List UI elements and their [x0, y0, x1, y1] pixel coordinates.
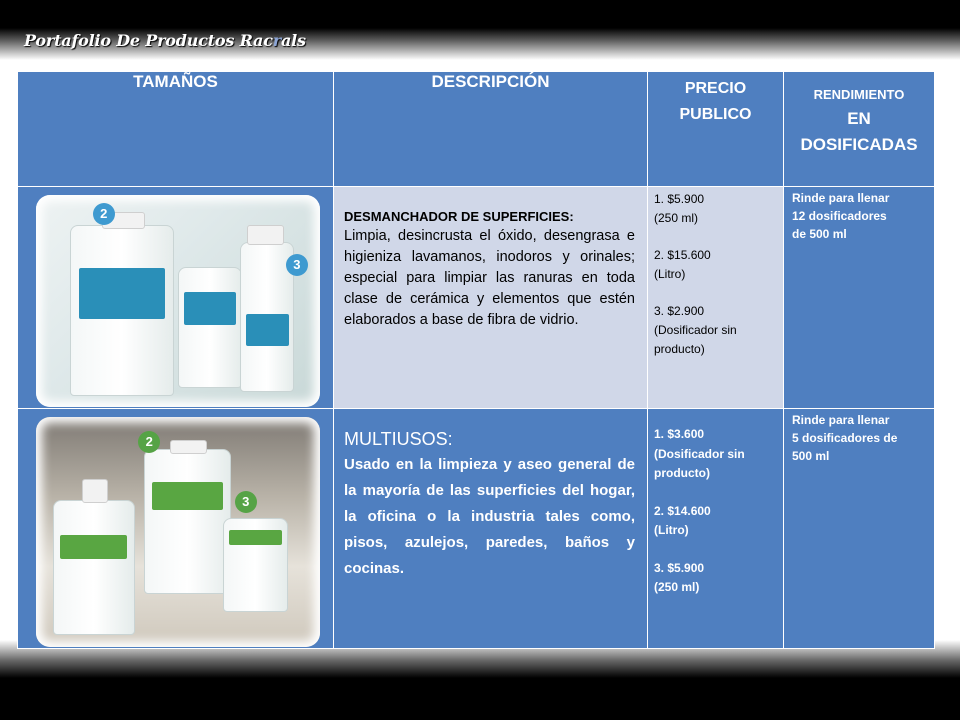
table-row [18, 409, 935, 649]
product-image-cell [18, 409, 334, 649]
pump-bottle [53, 500, 135, 635]
header-sizes: TAMAÑOS [18, 72, 334, 187]
product-price-cell: 1. $5.900 (250 ml) 2. $15.600 (Litro) 3. $2.900 (Dosificador sin producto) [648, 187, 784, 409]
header-yield: RENDIMIENTO EN DOSIFICADAS [784, 72, 935, 187]
bottle-large [144, 449, 231, 594]
badge-2: 2 [138, 431, 160, 453]
product-description: Limpia, desincrusta el óxido, desengrasa e higieniza lavamanos, inodoros y orinales; especial para limpiar las ranuras en toda clase de cerámica y elementos que estén elaborados a base de fibra de vidrio. [344, 228, 635, 328]
product-yield-cell: Rinde para llenar 5 dosificadores de 500 ml [784, 409, 935, 649]
product-description-cell [334, 409, 648, 649]
product-yield-cell: Rinde para llenar 12 dosificadores de 500 ml [784, 187, 935, 409]
product-price-cell: 1. $3.600 (Dosificador sin producto) 2. $14.600 (Litro) 3. $5.900 (250 ml) [648, 409, 784, 649]
badge-3: 3 [235, 491, 257, 513]
bottle-medium [178, 267, 242, 388]
product-name: DESMANCHADOR DE SUPERFICIES: [344, 209, 574, 224]
product-description: Usado en la limpieza y aseo general de la mayoría de las superficies del hogar, la oficina o la industria tales como, pisos, azulejos, paredes, baños y cocinas. [344, 456, 635, 577]
header-price: PRECIO PUBLICO [648, 72, 784, 187]
product-photo-multiusos [36, 417, 320, 647]
badge-3: 3 [286, 254, 308, 276]
product-table [17, 71, 935, 649]
header-row [18, 72, 935, 187]
table-row [18, 187, 935, 409]
product-photo-desmanchador [36, 195, 320, 407]
product-description-cell [334, 187, 648, 409]
badge-2: 2 [93, 203, 115, 225]
product-image-cell [18, 187, 334, 409]
header-description: DESCRIPCIÓN [334, 72, 648, 187]
product-name: MULTIUSOS: [344, 429, 453, 449]
bottle-large [70, 225, 174, 397]
bottle-small [223, 518, 287, 612]
page-title: Portafolio De Productos Racrals [24, 31, 306, 50]
